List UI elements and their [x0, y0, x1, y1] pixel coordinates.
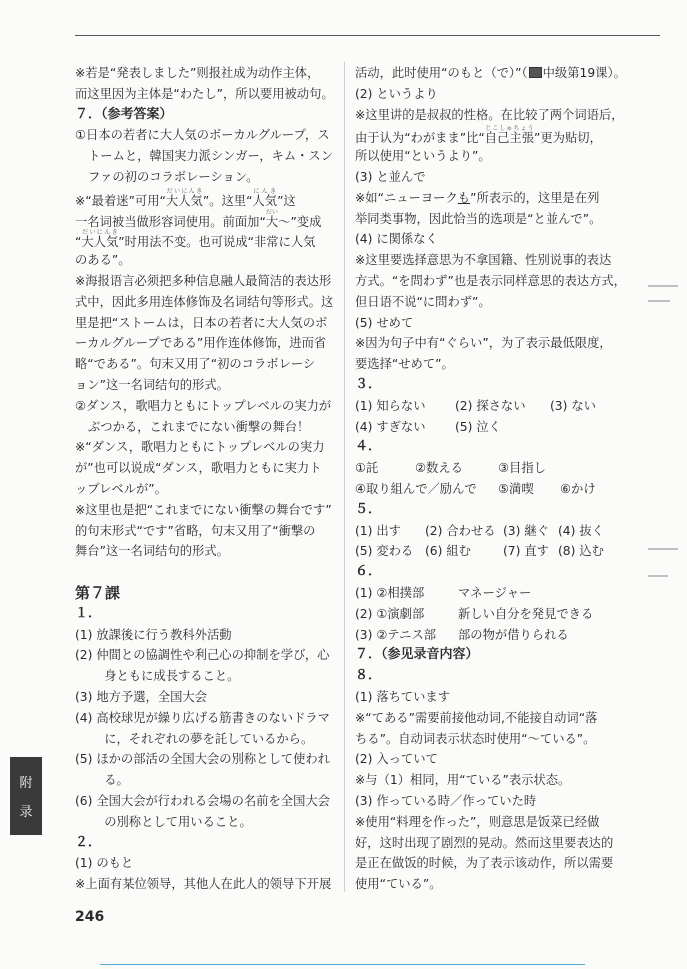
text-line: ※这里讲的是叔叔的性格。在比较了两个词语后，	[355, 107, 624, 122]
text-line: 略“である”。句末又用了“初のコラボレーシ	[75, 357, 316, 372]
text-line: 舞台”这一名词结句的形式。	[75, 544, 229, 559]
furigana-reading: だいにんき	[165, 187, 203, 195]
text-line: ョン”这一名词结句的形式。	[75, 378, 229, 392]
text-line: ※这里要选择意思为不拿国籍、性别说事的表达	[355, 253, 612, 268]
text-line: ※“ダンス，歌唱力ともにトップレベルの実力	[75, 440, 325, 455]
text-line: る。	[88, 773, 129, 788]
section-heading: ５．	[355, 501, 382, 517]
answer-item: ⑤満喫	[498, 482, 534, 496]
scan-artifact	[648, 285, 678, 287]
text-line: (5) ほかの部活の全国大会の別称として使われ	[75, 752, 330, 767]
answer-item: マネージャー	[458, 586, 532, 600]
text-line: (6) 全国大会が行われる会場の名前を全国大会	[75, 794, 330, 808]
text-line: ※如“ニューヨークも”所表示的，这里是在列	[355, 190, 600, 205]
answer-item: (3) ない	[550, 398, 596, 413]
text-line: 里是把“ストームは，日本の若者に大人気のボ	[75, 315, 328, 330]
text-line: (1) 落ちています	[355, 690, 450, 704]
appendix-side-tab	[10, 757, 42, 835]
section-heading: ４．	[355, 439, 382, 455]
answer-row	[355, 521, 625, 541]
page-number: 246	[75, 909, 105, 925]
answer-row	[355, 583, 625, 603]
answer-row	[355, 479, 625, 499]
answer-item: (7) 直す	[503, 544, 549, 559]
text-line: 方式。“を問わず”也是表示同样意思的表达方式，	[355, 274, 626, 288]
text-line: (2) 入っていて	[355, 752, 438, 767]
answer-item: (6) 組む	[425, 544, 471, 559]
section-heading: ８．	[355, 668, 382, 684]
answer-item: (4) すぎない	[355, 419, 426, 434]
section-heading: ３．	[355, 377, 382, 392]
scan-artifact	[648, 575, 668, 577]
answer-item: 新しい自分を発見できる	[458, 606, 594, 621]
text-line: 活动，此时使用“のもと（で）”（ 中级第19课）。	[355, 66, 626, 80]
text-line: 但日语不说“に問わず”。	[355, 294, 491, 309]
answer-item: (4) 抜く	[558, 523, 604, 538]
section-heading: ２．	[75, 834, 102, 850]
text-line: 而这里因为主体是“わたし”，所以要用被动句。	[75, 86, 334, 101]
text-line: のある”。	[75, 253, 131, 268]
text-line: (1) のもと	[75, 856, 134, 871]
text-line: トームと，韓国実力派シンガー，キム・スン	[88, 149, 334, 164]
text-line: ちる”。自动词表示状态时使用“～ている”。	[355, 731, 596, 746]
text-line: 使用“ている”。	[355, 877, 442, 892]
furigana-reading: だい	[265, 208, 279, 216]
text-line: (3) と並んで	[355, 170, 426, 184]
side-tab-char: 附	[19, 776, 33, 791]
text-line: ①日本の若者に大人気のボーカルグループ，ス	[75, 128, 330, 143]
text-line: ※“最着迷”可用“大人気だいにんき”。这里“人気にんき”这	[75, 187, 296, 208]
furigana-word: 人気にんき	[252, 187, 278, 208]
answer-item: ①託	[355, 461, 379, 476]
text-line: 一名词被当做形容词使用。前面加“大だい～”变成	[75, 208, 322, 229]
text-line: 式中，因此多用连体修饰及名词结句等形式。这	[75, 294, 334, 309]
section-heading: １．	[75, 605, 102, 621]
answer-item: ③目指し	[498, 461, 546, 476]
text-line: (3) 作っている時／作っていた時	[355, 794, 537, 808]
text-line: (4) に関係なく	[355, 232, 438, 247]
scan-artifact	[648, 300, 670, 302]
text-line: ップレベルが”。	[75, 482, 167, 496]
text-line: ②ダンス，歌唱力ともにトップレベルの実力が	[75, 398, 332, 413]
text-line: ※海报语言必须把多种信息融人最简洁的表达形	[75, 274, 332, 288]
text-line: ーカルグループである”用作连体修饰，进而省	[75, 336, 327, 351]
answer-row	[355, 541, 625, 561]
text-line: 好，这时出现了剧烈的晃动。然而这里要表达的	[355, 835, 614, 850]
side-tab-char: 录	[19, 805, 33, 820]
text-line: (4) 高校球児が繰り広げる筋書きのないドラマ	[75, 710, 330, 725]
furigana-word: 大人気だいにんき	[81, 229, 119, 250]
text-line: 由于认为“わがまま”比“自己主張じこしゅちょう”更为贴切，	[355, 125, 602, 146]
text-line: に，それぞれの夢を託しているから。	[88, 731, 314, 746]
answer-item: (1) 出す	[355, 523, 401, 538]
lesson-title: 第７課	[75, 584, 121, 602]
section-heading: ７．（参考答案）	[75, 106, 173, 122]
text-line: ※因为句子中有“ぐらい”，为了表示最低限度，	[355, 336, 612, 351]
answer-item: (2) 探さない	[455, 398, 526, 413]
text-line: の別称として用いること。	[88, 814, 252, 829]
furigana-reading: じこしゅちょう	[484, 125, 534, 133]
text-line: 的句末形式“です”省略，句末又用了“衝撃の	[75, 523, 316, 538]
answer-item: (2) 合わせる	[425, 523, 496, 538]
answer-row	[355, 604, 625, 624]
answer-item: (3) 継ぐ	[503, 523, 549, 538]
text-line: ※与（1）相同，用“ている”表示状态。	[355, 773, 571, 788]
text-line: (5) せめて	[355, 315, 414, 330]
answer-item: 部の物が借りられる	[458, 627, 569, 642]
answer-item: (5) 変わる	[355, 544, 414, 559]
text-line: (2) というより	[355, 86, 438, 101]
text-line: (2) 仲間との協調性や利己心の抑制を学び，心	[75, 648, 330, 663]
answer-row	[355, 458, 625, 478]
answer-item: (2) ①演劇部	[355, 606, 425, 621]
text-line: ※“てある”需要前接他动词,不能接自动词“落	[355, 710, 598, 725]
answer-item: ②数える	[415, 461, 463, 476]
answer-row	[355, 396, 625, 416]
text-line: ※上面有某位领导，其他人在此人的领导下开展	[75, 877, 332, 892]
text-line: ※使用“料理を作った”，则意思是饭菜已经做	[355, 814, 600, 829]
footer-rule	[100, 964, 585, 965]
answer-item: ④取り組んで／励んで	[355, 482, 477, 496]
text-line: ※这里也是把“これまでにない衝撃の舞台です”	[75, 502, 332, 517]
answer-item: (1) 知らない	[355, 398, 426, 413]
text-line: 所以使用“というより”。	[355, 149, 491, 164]
text-line: 身ともに成長すること。	[88, 669, 240, 684]
answer-item: (5) 泣く	[455, 419, 501, 434]
text-line: ファの初のコラボレーション。	[88, 170, 259, 184]
text-line: “大人気だいにんき”时用法不变。也可说成“非常に人気	[75, 229, 316, 250]
text-line: ※若是“発表しました”则报社成为动作主体，	[75, 66, 320, 80]
text-line: ぶつかる，これまでにない衝撃の舞台！	[88, 419, 310, 434]
answer-row	[355, 417, 625, 437]
furigana-reading: にんき	[252, 187, 278, 195]
right-column	[355, 0, 625, 900]
furigana-word: 大だい	[265, 208, 279, 229]
left-column	[75, 0, 345, 900]
answer-row	[355, 625, 625, 645]
book-icon	[529, 67, 542, 78]
text-line: が”也可以说成“ダンス，歌唱力ともに実力ト	[75, 461, 322, 476]
text-line: 要选择“せめて”。	[355, 357, 454, 372]
answer-item: (8) 込む	[558, 544, 604, 559]
text-line: 是正在做饭的时候，为了表示该动作，所以需要	[355, 856, 614, 871]
text-line: (1) 放課後に行う教科外活動	[75, 627, 232, 642]
scan-artifact	[648, 548, 678, 550]
section-heading: ６．	[355, 564, 382, 580]
answer-item: (3) ②テニス部	[355, 627, 437, 642]
answer-item: ⑥かけ	[560, 482, 596, 496]
underlined-text: も	[457, 190, 471, 205]
furigana-reading: だいにんき	[81, 229, 119, 237]
answer-item: (1) ②相撲部	[355, 586, 425, 600]
section-heading: ７．（参见录音内容）	[355, 647, 479, 663]
furigana-word: 自己主張じこしゅちょう	[484, 125, 534, 146]
text-line: 举同类事物，因此恰当的选项是“と並んで”。	[355, 211, 602, 226]
furigana-word: 大人気だいにんき	[165, 187, 203, 208]
text-line: (3) 地方予選，全国大会	[75, 690, 207, 704]
